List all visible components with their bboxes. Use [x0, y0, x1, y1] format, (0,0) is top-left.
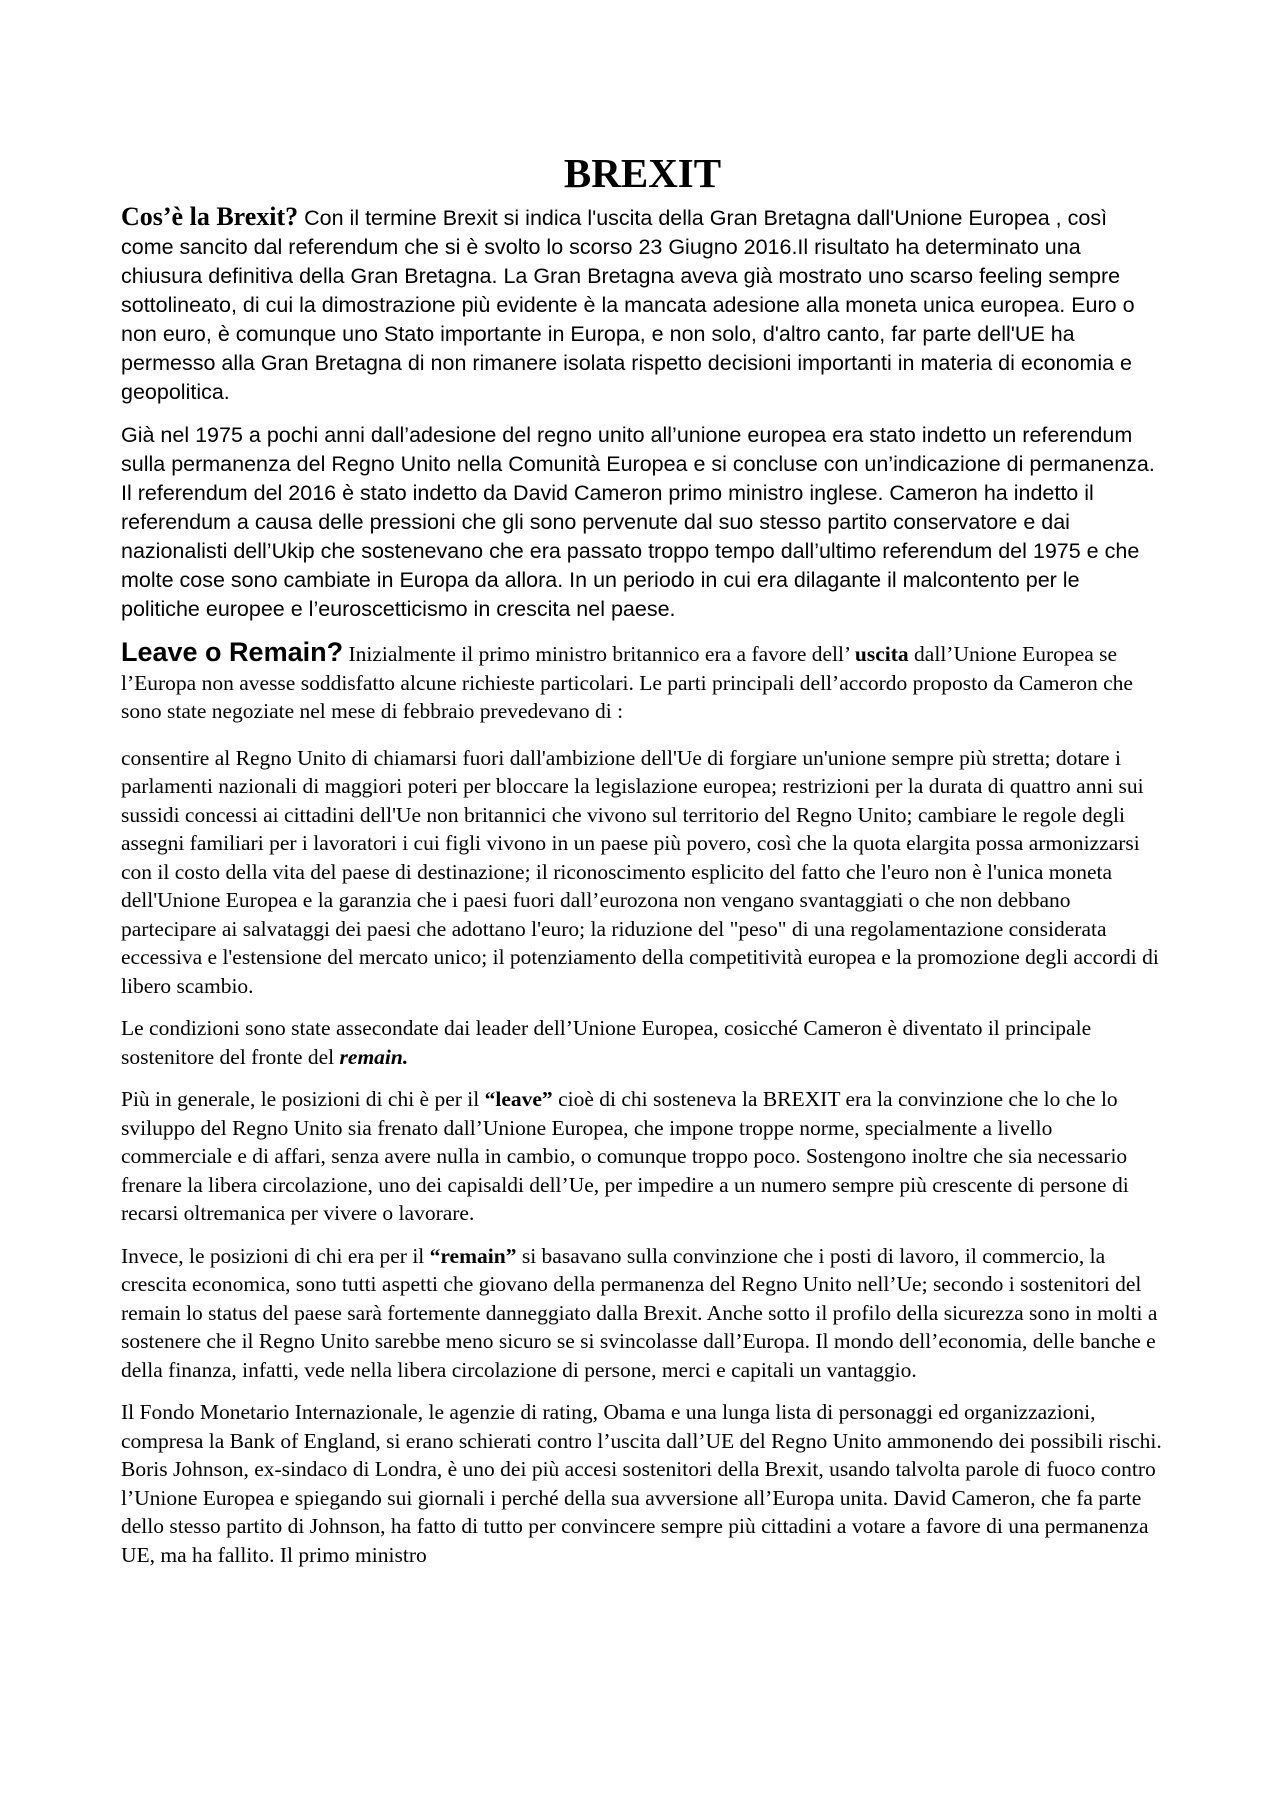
paragraph-conditions: Le condizioni sono state assecondate dai leader dell’Unione Europea, cosicché Cameron è diventato il principale sostenitore del fronte del remain.: [121, 1016, 1092, 1069]
paragraph-remain-position: Invece, le posizioni di chi era per il “remain” si basavano sulla convinzione che i posti di lavoro, il commercio, la crescita economica, sono tutti aspetti che giovano della permanenza del Regno Unito nell’Ue; secondo i sostenitori del remain lo status del paese sarà fortemente danneggiato dalla Brexit. Anche sotto il profilo della sicurezza sono in molti a sostenere che il Regno Unito sarebbe meno sicuro se si svincolasse dall’Europa. Il mondo dell’economia, delle banche e della finanza, infatti, vede nella libera circolazione di persone, merci e capitali un vantaggio.: [121, 1243, 1158, 1382]
document-body: [121, 150, 1164, 1569]
paragraph-leave-or-remain: Leave o Remain? Inizialmente il primo ministro britannico era a favore dell’ uscita dall’Unione Europea se l’Europa non avesse soddisfatto alcune richieste particolari. Le parti principali dell’accordo proposto da Cameron che sono state negoziate nel mese di febbraio prevedevano di :: [121, 637, 1133, 723]
paragraph-history: Già nel 1975 a pochi anni dall’adesione del regno unito all’unione europea era stato indetto un referendum sulla permanenza del Regno Unito nella Comunità Europea e si concluse con un’indicazione di permanenza. Il referendum del 2016 è stato indetto da David Cameron primo ministro inglese. Cameron ha indetto il referendum a causa delle pressioni che gli sono pervenute dal suo stesso partito conservatore e dai nazionalisti dell’Ukip che sostenevano che era passato troppo tempo dall’ultimo referendum del 1975 e che molte cose sono cambiate in Europa da allora. In un periodo in cui era dilagante il malcontento per le politiche europee e l’euroscetticismo in crescita nel paese.: [121, 423, 1155, 621]
paragraph-leave-position: Più in generale, le posizioni di chi è per il “leave” cioè di chi sosteneva la BREXIT era la convinzione che lo che lo sviluppo del Regno Unito sia frenato dall’Unione Europea, che impone troppe norme, specialmente a livello commerciale e di affari, senza avere nulla in cambio, o comunque troppo poco. Sostengono inoltre che sia necessario frenare la libera circolazione, uno dei capisaldi dell’Ue, per impedire a un numero sempre più crescente di persone di recarsi oltremanica per vivere o lavorare.: [121, 1087, 1129, 1225]
paragraph-intro: [121, 202, 1164, 407]
heading-cose-la-brexit: Cos’è la Brexit?: [121, 202, 299, 231]
paragraph-supporters: Il Fondo Monetario Internazionale, le agenzie di rating, Obama e una lunga lista di personaggi ed organizzazioni, compresa la Bank of England, si erano schierati contro l’uscita dall’UE del Regno Unito ammonendo dei possibili rischi. Boris Johnson, ex-sindaco di Londra, è uno dei più accesi sostenitori della Brexit, usando talvolta parole di fuoco contro l’Unione Europea e spiegando sui giornali i perché della sua avversione all’Europa unita. David Cameron, che fa parte dello stesso partito di Johnson, ha fatto di tutto per convincere sempre più cittadini a votare a favore di una permanenza UE, ma ha fallito. Il primo ministro: [121, 1400, 1162, 1567]
paragraph-intro-text: Con il termine Brexit si indica l'uscita della Gran Bretagna dall'Unione Europea , così come sancito dal referendum che si è svolto lo scorso 23 Giugno 2016.Il risultato ha determinato una chiusura definitiva della Gran Bretagna. La Gran Bretagna aveva già mostrato uno scarso feeling sempre sottolineato, di cui la dimostrazione più evidente è la mancata adesione alla moneta unica europea. Euro o non euro, è comunque uno Stato importante in Europa, e non solo, d'altro canto, far parte dell'UE ha permesso alla Gran Bretagna di non rimanere isolata rispetto decisioni importanti in materia di economia e geopolitica.: [121, 206, 1135, 404]
heading-leave-o-remain: Leave o Remain?: [121, 637, 344, 667]
paragraph-agreement-terms: consentire al Regno Unito di chiamarsi fuori dall'ambizione dell'Ue di forgiare un'unione sempre più stretta; dotare i parlamenti nazionali di maggiori poteri per bloccare la legislazione europea; restrizioni per la durata di quattro anni sui sussidi concessi ai cittadini dell'Ue non britannici che vivono sul territorio del Regno Unito; cambiare le regole degli assegni familiari per i lavoratori i cui figli vivono in un paese più povero, così che la quota elargita possa armonizzarsi con il costo della vita del paese di destinazione; il riconoscimento esplicito del fatto che l'euro non è l'unica moneta dell'Unione Europea e la garanzia che i paesi fuori dall’eurozona non vengano svantaggiati o che non debbano partecipare ai salvataggi dei paesi che adottano l'euro; la riduzione del "peso" di una regolamentazione considerata eccessiva e l'estensione del mercato unico; il potenziamento della competitività europea e la promozione degli accordi di libero scambio.: [121, 745, 1159, 998]
page-title: BREXIT: [563, 150, 722, 196]
